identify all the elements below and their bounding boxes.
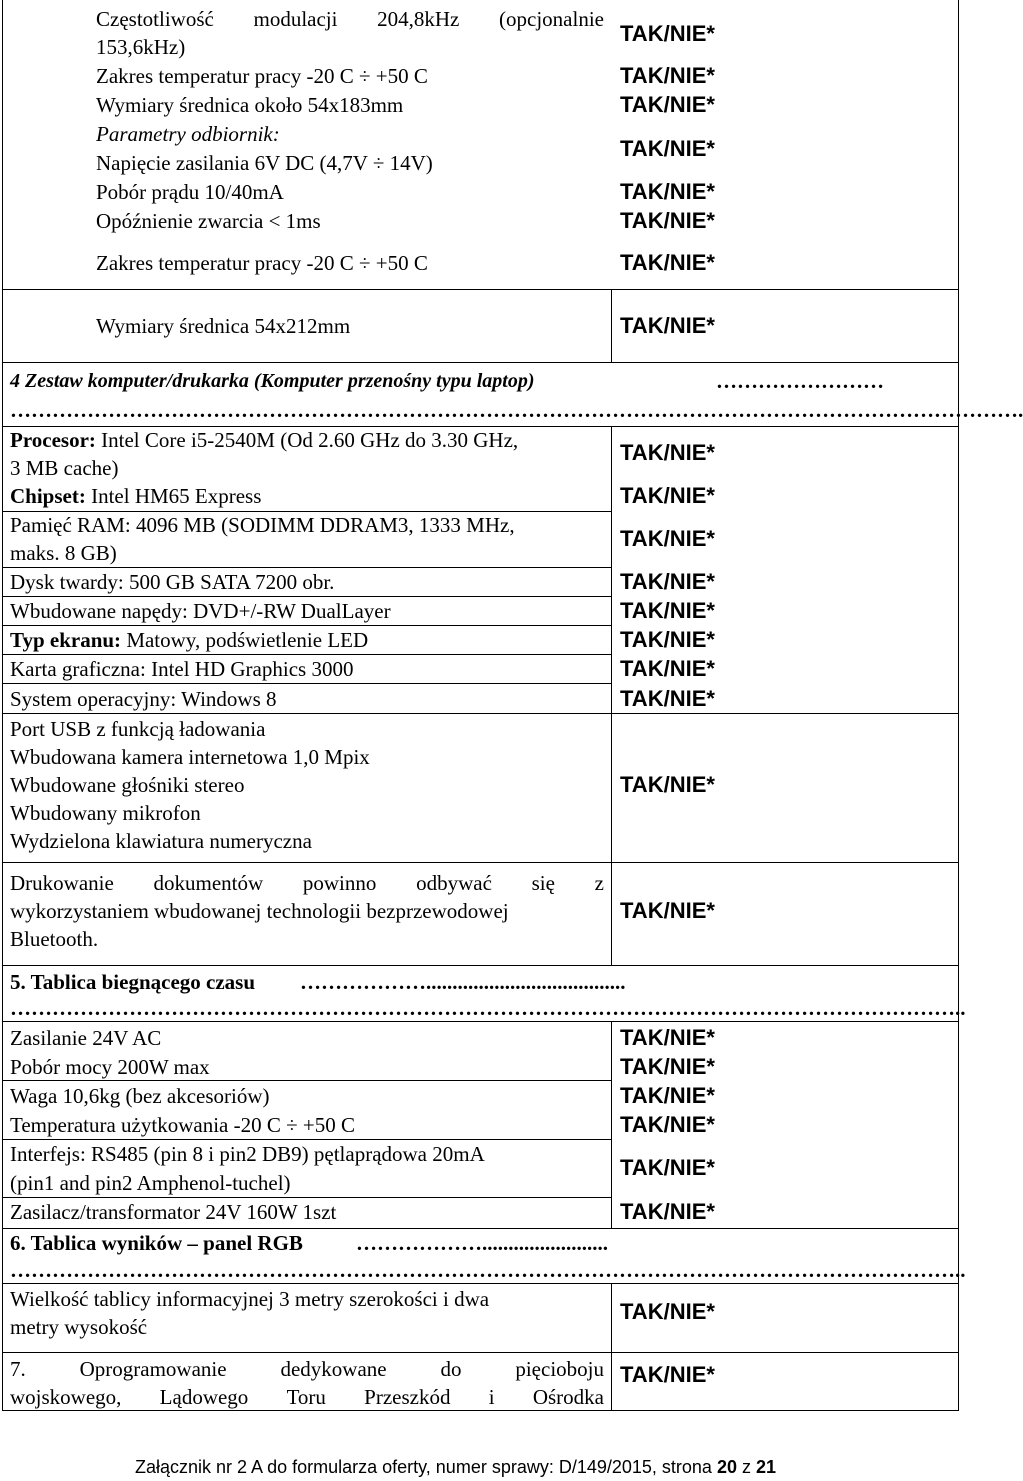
cell-divider <box>3 567 611 568</box>
answer-checkbox-label: TAK/NIE* <box>620 1112 715 1137</box>
screen-label: Typ ekranu: <box>10 628 122 652</box>
text-word: i <box>488 1385 495 1409</box>
usb-line: Port USB z funkcją ładowania <box>10 717 266 741</box>
text-word: pięcioboju <box>515 1357 604 1381</box>
cpu-line-2: 3 MB cache) <box>10 456 119 480</box>
page-total: 21 <box>756 1457 777 1477</box>
temp-range-2: Zakres temperatur pracy -20 C ÷ +50 C <box>96 251 428 275</box>
text-word: 7. <box>10 1357 26 1381</box>
dotted-leader: ……………………………………………………………………………………………………………………….. <box>10 996 966 1020</box>
footer-text: Załącznik nr 2 A do formularza oferty, numer sprawy: D/149/2015, strona <box>135 1457 717 1477</box>
answer-checkbox-label: TAK/NIE* <box>620 627 715 652</box>
answer-checkbox-label: TAK/NIE* <box>620 1155 715 1180</box>
column-divider <box>611 426 612 965</box>
row-divider <box>3 362 958 363</box>
text-word: do <box>440 1357 462 1381</box>
psu-line: Zasilacz/transformator 24V 160W 1szt <box>10 1200 337 1224</box>
text-word: dedykowane <box>280 1357 387 1381</box>
answer-checkbox-label: TAK/NIE* <box>620 526 715 551</box>
print-line-2: wykorzystaniem wbudowanej technologii bezprzewodowej <box>10 899 509 923</box>
cell-divider <box>3 1139 611 1140</box>
section-4-heading: 4 Zestaw komputer/drukarka (Komputer przenośny typu laptop) <box>10 370 535 392</box>
text-word: Przeszkód <box>364 1385 451 1409</box>
temperature-line: Temperatura użytkowania -20 C ÷ +50 C <box>10 1113 355 1137</box>
software-line-1 <box>10 1355 604 1383</box>
answer-checkbox-label: TAK/NIE* <box>620 208 715 233</box>
ram-line-2: maks. 8 GB) <box>10 541 117 565</box>
speakers-line: Wbudowane głośniki stereo <box>10 773 245 797</box>
chipset-value: Intel HM65 Express <box>85 484 262 508</box>
gpu-line: Karta graficzna: Intel HD Graphics 3000 <box>10 657 354 681</box>
interface-line-2: (pin1 and pin2 Amphenol-tuchel) <box>10 1171 291 1195</box>
dotted-leader: ………………........................ <box>356 1231 608 1255</box>
answer-checkbox-label: TAK/NIE* <box>620 92 715 117</box>
cell-divider <box>3 1080 611 1081</box>
mic-line: Wbudowany mikrofon <box>10 801 201 825</box>
consumption-line: Pobór mocy 200W max <box>10 1055 210 1079</box>
answer-checkbox-label: TAK/NIE* <box>620 21 715 46</box>
temp-range: Zakres temperatur pracy -20 C ÷ +50 C <box>96 64 428 88</box>
drive-line: Wbudowane napędy: DVD+/-RW DualLayer <box>10 599 391 623</box>
dotted-leader: ………………...................................... <box>300 970 626 994</box>
software-line-2 <box>10 1383 604 1411</box>
supply-voltage: Napięcie zasilania 6V DC (4,7V ÷ 14V) <box>96 151 433 175</box>
power-line: Zasilanie 24V AC <box>10 1026 162 1050</box>
chipset-line <box>10 483 261 509</box>
cell-divider <box>3 862 958 863</box>
print-line-3: Bluetooth. <box>10 927 99 951</box>
row-divider <box>3 289 958 290</box>
section-5-heading: 5. Tablica biegnącego czasu <box>10 970 256 994</box>
answer-checkbox-label: TAK/NIE* <box>620 63 715 88</box>
print-line-1 <box>10 869 604 897</box>
cell-divider <box>3 625 611 626</box>
row-divider <box>3 1228 958 1229</box>
answer-checkbox-label: TAK/NIE* <box>620 313 715 338</box>
answer-checkbox-label: TAK/NIE* <box>620 686 715 711</box>
page-number: 20 <box>716 1457 737 1477</box>
answer-checkbox-label: TAK/NIE* <box>620 1362 715 1387</box>
answer-checkbox-label: TAK/NIE* <box>620 1083 715 1108</box>
cpu-label: Procesor: <box>10 428 96 452</box>
answer-checkbox-label: TAK/NIE* <box>620 656 715 681</box>
receiver-heading: Parametry odbiornik: <box>96 122 280 146</box>
freq-line-1 <box>96 5 604 33</box>
board-size-line-2: metry wysokość <box>10 1315 148 1339</box>
cell-divider <box>3 713 958 714</box>
ram-line-1: Pamięć RAM: 4096 MB (SODIMM DDRAM3, 1333 MHz, <box>10 513 515 537</box>
answer-checkbox-label: TAK/NIE* <box>620 136 715 161</box>
text-word: odbywać <box>416 871 492 895</box>
text-word: modulacji <box>253 7 338 31</box>
text-word: wojskowego, <box>10 1385 122 1409</box>
board-size-line-1: Wielkość tablicy informacyjnej 3 metry szerokości i dwa <box>10 1287 490 1311</box>
camera-line: Wbudowana kamera internetowa 1,0 Mpix <box>10 745 370 769</box>
cell-divider <box>3 1197 611 1198</box>
cell-divider <box>3 654 611 655</box>
section-6-heading: 6. Tablica wyników – panel RGB <box>10 1231 303 1255</box>
answer-checkbox-label: TAK/NIE* <box>620 1299 715 1324</box>
dimensions: Wymiary średnica około 54x183mm <box>96 93 404 117</box>
text-word: Lądowego <box>159 1385 249 1409</box>
numpad-line: Wydzielona klawiatura numeryczna <box>10 829 312 853</box>
dotted-leader: …………………… <box>716 369 884 393</box>
answer-checkbox-label: TAK/NIE* <box>620 1199 715 1224</box>
column-divider <box>611 1021 612 1228</box>
answer-checkbox-label: TAK/NIE* <box>620 179 715 204</box>
cell-divider <box>3 683 611 684</box>
dimensions-2: Wymiary średnica 54x212mm <box>96 314 351 338</box>
freq-line-2: 153,6kHz) <box>96 35 186 59</box>
row-divider <box>3 1021 958 1022</box>
row-divider <box>3 1352 958 1353</box>
short-delay: Opóźnienie zwarcia < 1ms <box>96 209 321 233</box>
text-word: Częstotliwość <box>96 7 214 31</box>
row-divider <box>3 1283 958 1284</box>
answer-checkbox-label: TAK/NIE* <box>620 598 715 623</box>
answer-checkbox-label: TAK/NIE* <box>620 483 715 508</box>
text-word: Oprogramowanie <box>79 1357 227 1381</box>
cell-divider <box>3 596 611 597</box>
answer-checkbox-label: TAK/NIE* <box>620 1025 715 1050</box>
answer-checkbox-label: TAK/NIE* <box>620 898 715 923</box>
column-divider <box>611 1283 612 1410</box>
page-footer <box>135 1457 776 1478</box>
column-divider <box>611 289 612 362</box>
screen-line <box>10 627 368 653</box>
answer-checkbox-label: TAK/NIE* <box>620 772 715 797</box>
cpu-value: Intel Core i5-2540M (Od 2.60 GHz do 3.30 GHz, <box>95 428 519 452</box>
current-draw: Pobór prądu 10/40mA <box>96 180 284 204</box>
dotted-leader: ……………………………………………………………………………………………………………………….. <box>10 1258 966 1282</box>
hdd-line: Dysk twardy: 500 GB SATA 7200 obr. <box>10 570 335 594</box>
interface-line-1: Interfejs: RS485 (pin 8 i pin2 DB9) pętlaprądowa 20mA <box>10 1142 485 1166</box>
answer-checkbox-label: TAK/NIE* <box>620 1054 715 1079</box>
dotted-leader: ………………………………………………………………………………………………………………………………. <box>10 398 1023 422</box>
text-word: dokumentów <box>153 871 264 895</box>
text-word: Toru <box>286 1385 326 1409</box>
chipset-label: Chipset: <box>10 484 86 508</box>
os-line: System operacyjny: Windows 8 <box>10 687 277 711</box>
footer-separator: z <box>736 1457 756 1477</box>
text-word: Ośrodka <box>532 1385 604 1409</box>
text-word: (opcjonalnie <box>499 7 604 31</box>
weight-line: Waga 10,6kg (bez akcesoriów) <box>10 1084 270 1108</box>
text-word: powinno <box>302 871 377 895</box>
answer-checkbox-label: TAK/NIE* <box>620 569 715 594</box>
text-word: się <box>531 871 555 895</box>
text-word: 204,8kHz <box>377 7 460 31</box>
text-word: z <box>594 871 604 895</box>
cpu-line-1 <box>10 427 518 453</box>
row-divider <box>3 965 958 966</box>
answer-checkbox-label: TAK/NIE* <box>620 440 715 465</box>
text-word: Drukowanie <box>10 871 114 895</box>
answer-checkbox-label: TAK/NIE* <box>620 250 715 275</box>
screen-value: Matowy, podświetlenie LED <box>121 628 369 652</box>
